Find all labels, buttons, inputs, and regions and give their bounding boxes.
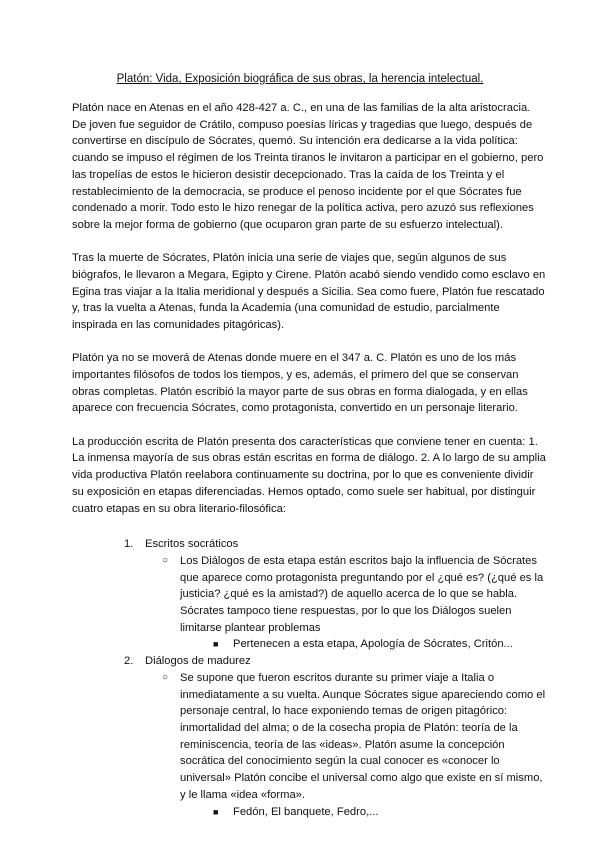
stage-works: Pertenecen a esta etapa, Apología de Sócrates, Critón... <box>233 638 513 651</box>
stage-title: Diálogos de madurez <box>145 655 251 668</box>
list-item <box>72 653 547 820</box>
paragraph-death: Platón ya no se moverá de Atenas donde muere en el 347 a. C. Platón es uno de los más importantes filósofos de todos los tiempos, y es, además, el primero del que se conservan obras completas. Platón escribió la mayor parte de sus obras en forma dialogada, y en ellas aparece con frecuencia Sócrates, como protagonista, convertido en un personaje literario. <box>72 352 528 415</box>
circle-bullet-icon: ○ <box>162 554 169 566</box>
stage-number: 1. <box>124 538 134 551</box>
stage-works-item <box>180 636 547 653</box>
stage-number: 2. <box>124 655 134 668</box>
paragraph-production: La producción escrita de Platón presenta dos características que conviene tener en cuenta: 1. La inmensa mayoría de sus obras están escritas en forma de diálogo. 2. A lo largo de su amplia vida productiva Platón reelabora continuamente su doctrina, por lo que es conveniente dividir su exposición en etapas diferenciadas. Hemos optado, como suele ser habitual, por distinguir cuatro etapas en su obra literario-filosófica: <box>72 435 546 515</box>
stage-description-item <box>145 670 547 820</box>
stage-description: Se supone que fueron escritos durante su primer viaje a Italia o inmediatamente a su vuelta. Aunque Sócrates sigue apareciendo como el personaje central, lo hace exponiendo temas de origen pitagórico: inmortalidad del alma; o de la cosecha propia de Platón: teoría de la reminiscencia, teoría de las «ideas». Platón asume la concepción socrática del conocimiento según la cual conocer es «conocer lo universal» Platón concibe el universal como algo que existe en sí mismo, y le llama «idea «forma». <box>180 671 546 801</box>
list-item <box>72 536 547 653</box>
document-title: Platón: Vida, Exposición biográfica de sus obras, la herencia intelectual. <box>116 73 484 85</box>
paragraph-biography: Platón nace en Atenas en el año 428-427 a. C., en una de las familias de la alta aristocracia. De joven fue seguidor de Crátilo, compuso poesías líricas y tragedias que luego, después de convertirse en discípulo de Sócrates, quemó. Su intención era dedicarse a la vida política: cuando se impuso el régimen de los Treinta tiranos le invitaron a participar en el gobierno, pero las tropelías de estos le hicieron desistir decepcionado. Tras la caída de los Treinta y el restablecimiento de la democracia, se produce el penoso incidente por el que Sócrates fue condenado a morir. Todo esto le hizo renegar de la política activa, pero azuzó sus reflexiones sobre la mejor forma de gobierno (que ocuparon gran parte de su esfuerzo intelectual). <box>72 102 544 231</box>
stage-works-item <box>180 804 547 821</box>
document-body <box>72 100 547 820</box>
stage-description-item <box>145 553 547 653</box>
stages-list <box>72 536 547 820</box>
stage-works: Fedón, El banquete, Fedro,... <box>233 805 379 818</box>
square-bullet-icon: ■ <box>213 806 219 817</box>
circle-bullet-icon: ○ <box>162 671 169 683</box>
stage-description: Los Diálogos de esta etapa están escritos bajo la influencia de Sócrates que aparece como protagonista preguntando por el ¿qué es? (¿qué es la justicia? ¿qué es la amistad?) de aquello acerca de lo que se habla. Sócrates tampoco tiene respuestas, por lo que los Diálogos suelen limitarse plantear problemas <box>180 554 544 634</box>
paragraph-travels: Tras la muerte de Sócrates, Platón inicia una serie de viajes que, según algunos de sus biógrafos, le llevaron a Megara, Egipto y Cirene. Platón acabó siendo vendido como esclavo en Egina tras viajar a la Italia meridional y después a Sicilia. Sea como fuere, Platón fue rescatado y, tras la vuelta a Atenas, funda la Academia (una comunidad de estudio, parcialmente inspirada en las comunidades pitagóricas). <box>72 252 546 332</box>
stage-title: Escritos socráticos <box>145 538 239 551</box>
square-bullet-icon: ■ <box>213 639 219 650</box>
